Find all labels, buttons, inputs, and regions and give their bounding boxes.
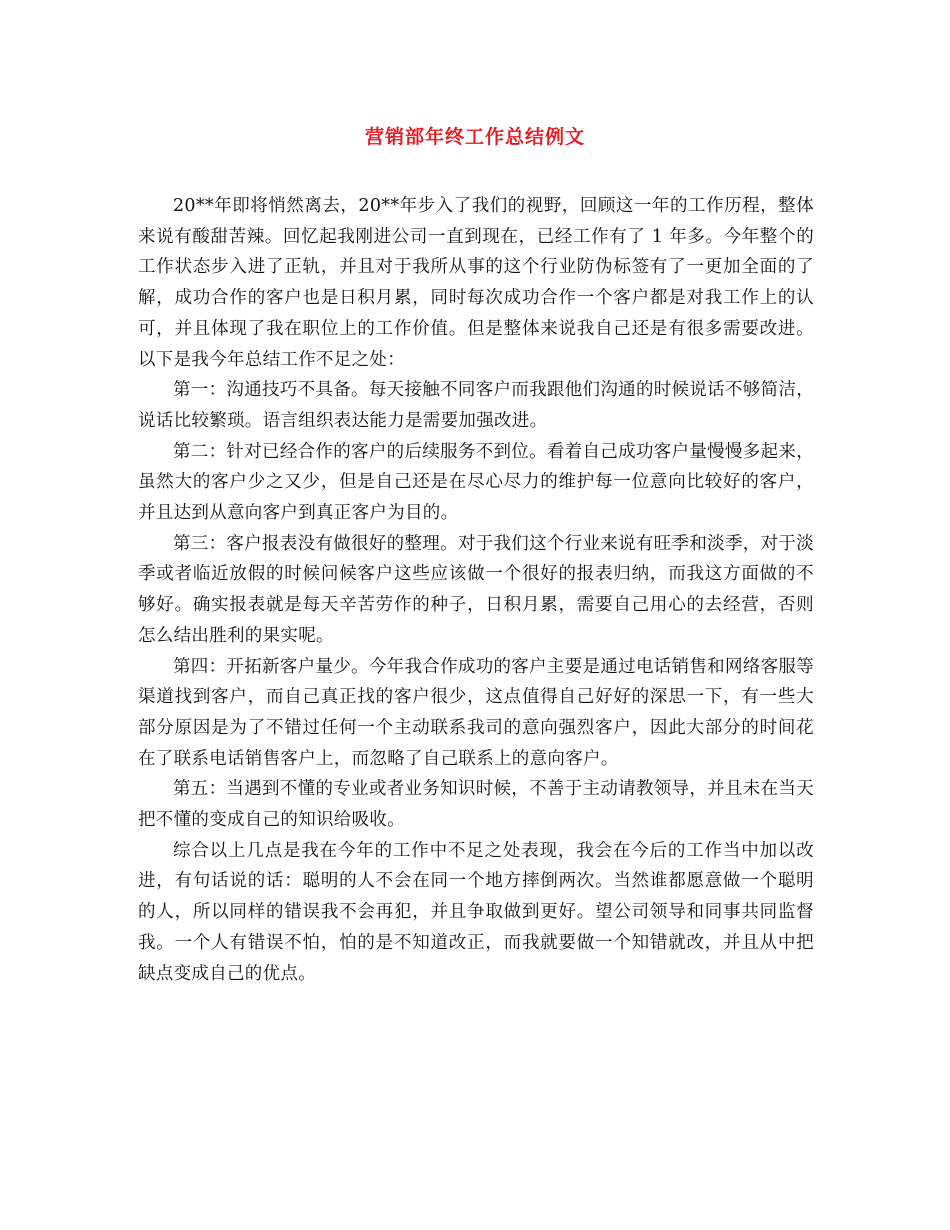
point-two-paragraph: 第二：针对已经合作的客户的后续服务不到位。看着自己成功客户量慢慢多起来，虽然大的客户少之又少，但是自己还是在尽心尽力的维护每一位意向比较好的客户，并且达到从意向客户到真正客户为目的。	[138, 441, 814, 524]
point-five-paragraph: 第五：当遇到不懂的专业或者业务知识时候，不善于主动请教领导，并且未在当天把不懂的变成自己的知识给吸收。	[138, 779, 814, 831]
point-one-paragraph: 第一：沟通技巧不具备。每天接触不同客户而我跟他们沟通的时候说话不够简洁，说话比较繁琐。语言组织表达能力是需要加强改进。	[138, 380, 814, 431]
document-title: 营销部年终工作总结例文	[364, 126, 585, 148]
intro-paragraph: 20**年即将悄然离去，20**年步入了我们的视野，回顾这一年的工作历程，整体来说有酸甜苦辣。回忆起我刚进公司一直到现在，已经工作有了 1 年多。今年整个的工作状态步入进了正轨，并且对于我所从事的这个行业防伪标签有了一更加全面的了解，成功合作的客户也是日积月累，同时每次成功合作一个客户都是对我工作上的认可，并且体现了我在职位上的工作价值。但是整体来说我自己还是有很多需要改进。以下是我今年总结工作不足之处：	[138, 196, 814, 370]
conclusion-paragraph: 综合以上几点是我在今年的工作中不足之处表现，我会在今后的工作当中加以改进，有句话说的话：聪明的人不会在同一个地方摔倒两次。当然谁都愿意做一个聪明的人，所以同样的错误我不会再犯，并且争取做到更好。望公司领导和同事共同监督我。一个人有错误不怕，怕的是不知道改正，而我就要做一个知错就改，并且从中把缺点变成自己的优点。	[138, 840, 814, 984]
document-body	[138, 191, 814, 989]
point-four-paragraph: 第四：开拓新客户量少。今年我合作成功的客户主要是通过电话销售和网络客服等渠道找到客户，而自己真正找的客户很少，这点值得自己好好的深思一下，有一些大部分原因是为了不错过任何一个主动联系我司的意向强烈客户，因此大部分的时间花在了联系电话销售客户上，而忽略了自己联系上的意向客户。	[138, 656, 814, 769]
point-three-paragraph: 第三：客户报表没有做很好的整理。对于我们这个行业来说有旺季和淡季，对于淡季或者临近放假的时候问候客户这些应该做一个很好的报表归纳，而我这方面做的不够好。确实报表就是每天辛苦劳作的种子，日积月累，需要自己用心的去经营，否则怎么结出胜利的果实呢。	[138, 533, 814, 646]
